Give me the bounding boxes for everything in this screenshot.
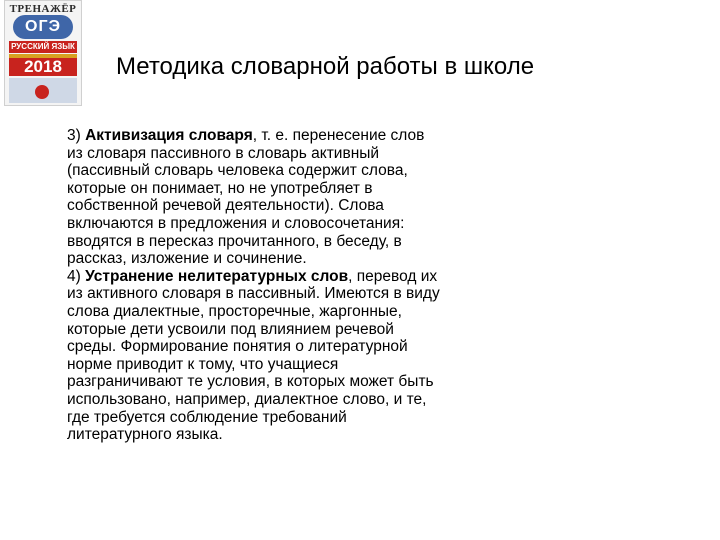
paragraph-line: которые он понимает, но не употребляет в — [67, 179, 373, 197]
paragraph-line: норме приводит к тому, что учащиеся — [67, 355, 339, 373]
paragraph-line: которые дети усвоили под влиянием речевой — [67, 320, 394, 338]
paragraph-number: 4) — [67, 267, 86, 285]
paragraph-first-line — [67, 127, 517, 145]
paragraph-line: использовано, например, диалектное слово, и те, — [67, 390, 427, 408]
paragraph-line: из словаря пассивного в словарь активный — [67, 144, 380, 162]
paragraph-line: где требуется соблюдение требований — [67, 408, 347, 426]
paragraph-heading: Устранение нелитературных слов — [85, 267, 349, 285]
cover-badge-icon — [35, 85, 49, 99]
paragraph-line: разграничивают те условия, в которых может быть — [67, 373, 434, 391]
paragraph-line: включаются в предложения и словосочетания: — [67, 214, 405, 232]
cover-year-label: 2018 — [9, 58, 77, 76]
book-cover-image — [4, 0, 82, 106]
paragraph-line: , т. е. перенесение слов — [252, 127, 425, 144]
paragraph-activation — [67, 127, 517, 268]
slide-body — [67, 127, 517, 444]
paragraph-line: (пассивный словарь человека содержит слова, — [67, 162, 408, 180]
slide-title: Методика словарной работы в школе — [116, 53, 535, 80]
paragraph-line: литературного языка. — [67, 426, 223, 444]
paragraph-line: , перевод их — [348, 267, 438, 285]
cover-logo: ОГЭ — [13, 15, 73, 39]
paragraph-heading: Активизация словаря — [85, 127, 253, 144]
paragraph-removal — [67, 268, 517, 444]
paragraph-line: вводятся в пересказ прочитанного, в беседу, в — [67, 232, 402, 250]
cover-subject-label: РУССКИЙ ЯЗЫК — [9, 41, 77, 53]
paragraph-first-line — [67, 268, 517, 286]
cover-series-label: ТРЕНАЖЁР — [9, 3, 77, 15]
paragraph-line: слова диалектные, просторечные, жаргонные, — [67, 302, 402, 320]
paragraph-line: рассказ, изложение и сочинение. — [67, 250, 307, 268]
paragraph-line: из активного словаря в пассивный. Имеются в виду — [67, 285, 440, 303]
paragraph-line: среды. Формирование понятия о литературной — [67, 338, 408, 356]
paragraph-number: 3) — [67, 127, 86, 144]
paragraph-line: собственной речевой деятельности). Слова — [67, 197, 384, 215]
